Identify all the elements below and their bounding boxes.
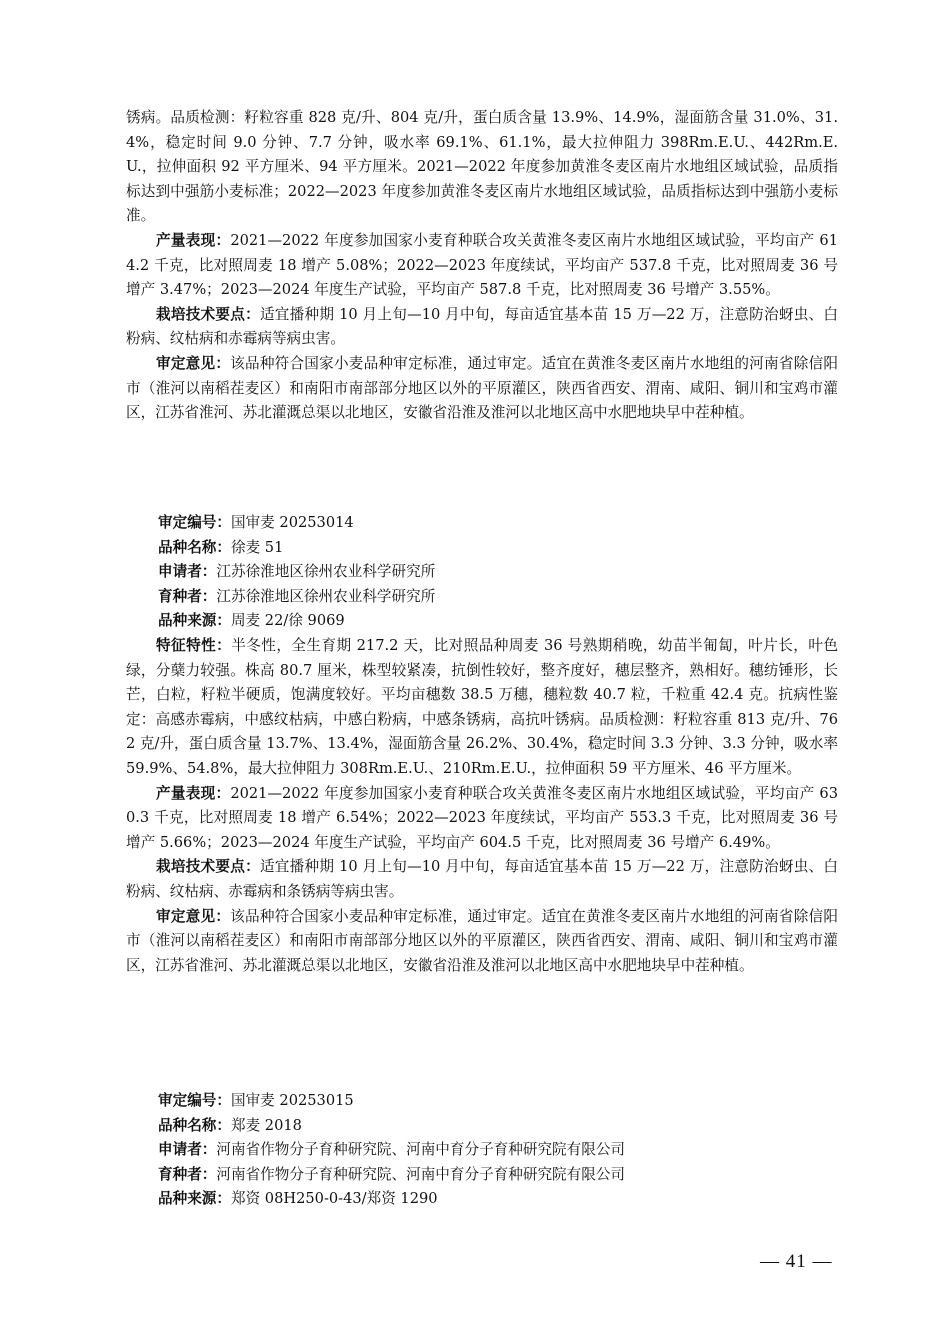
opinion-paragraph (126, 352, 838, 426)
quality-paragraph: 锈病。品质检测：籽粒容重 828 克/升、804 克/升，蛋白质含量 13.9%、14.9%，湿面筋含量 31.0%、31.4%，稳定时间 9.0 分钟、7.7 分钟，吸水率 69.1%、61.1%，最大拉伸阻力 398Rm.E.U.、442Rm.E.U.，拉伸面积 92 平方厘米、94 平方厘米。2021—2022 年度参加黄淮冬麦区南片水地组区域试验，品质指标达到中强筋小麦标准；2022—2023 年度参加黄淮冬麦区南片水地组区域试验，品质指标达到中强筋小麦标准。 (126, 109, 838, 225)
applicant: 江苏徐淮地区徐州农业科学研究所 (216, 563, 436, 581)
variety-name-line (126, 536, 838, 561)
variety-source: 郑资 08H250-0-43/郑资 1290 (230, 1190, 438, 1208)
yield-text: 2021—2022 年度参加国家小麦育种联合攻关黄淮冬麦区南片水地组区域试验，平均亩产 630.3 千克，比对照周麦 18 增产 6.54%；2022—2023 年度续试，平均亩产 553.3 千克，比对照周麦 36 号增产 5.66%；2023—2024 年度生产试验，平均亩产 604.5 千克，比对照周麦 36 号增产 6.49%。 (126, 784, 838, 851)
breeder: 江苏徐淮地区徐州农业科学研究所 (216, 587, 436, 605)
traits-text: 半冬性，全生育期 217.2 天，比对照品种周麦 36 号熟期稍晚，幼苗半匍匐，叶片长，叶色绿，分蘖力较强。株高 80.7 厘米，株型较紧凑，抗倒性较好，整齐度好，穗层整齐，熟相好。穗纺锤形，长芒，白粒，籽粒半硬质，饱满度较好。平均亩穗数 38.5 万穗，穗粒数 40.7 粒，千粒重 42.4 克。抗病性鉴定：高感赤霉病，中感纹枯病，中感白粉病，中感条锈病，高抗叶锈病。品质检测：籽粒容重 813 克/升、762 克/升，蛋白质含量 13.7%、13.4%，湿面筋含量 26.2%、30.4%，稳定时间 3.3 分钟、3.3 分钟，吸水率 59.9%、54.8%，最大拉伸阻力 308Rm.E.U.、210Rm.E.U.，拉伸面积 59 平方厘米、46 平方厘米。 (126, 636, 838, 777)
applicant-line (126, 1138, 838, 1163)
opinion-text: 该品种符合国家小麦品种审定标准，通过审定。适宜在黄淮冬麦区南片水地组的河南省除信阳市（淮河以南稻茬麦区）和南阳市南部部分地区以外的平原灌区，陕西省西安、渭南、咸阳、铜川和宝鸡市灌区，江苏省淮河、苏北灌溉总渠以北地区，安徽省沿淮及淮河以北地区高中水肥地块早中茬种植。 (126, 354, 838, 422)
traits-label: 特征特性： (156, 636, 232, 654)
cultivation-paragraph (126, 303, 838, 352)
yield-label: 产量表现： (156, 231, 231, 249)
page-number: — 41 — (760, 1251, 833, 1272)
breeder-line (126, 1163, 838, 1188)
breeder: 河南省作物分子育种研究院、河南中育分子育种研究院有限公司 (216, 1165, 626, 1183)
variety-source-line (126, 609, 838, 634)
approval-number-label: 审定编号： (158, 1092, 231, 1109)
previous-entry-continuation (126, 106, 838, 426)
variety-source: 周麦 22/徐 9069 (230, 612, 345, 630)
applicant-line (126, 560, 838, 585)
breeder-line (126, 585, 838, 610)
variety-name-label: 品种名称： (158, 538, 231, 556)
breeder-label: 育种者： (158, 1165, 217, 1183)
variety-source-line (126, 1187, 838, 1212)
variety-name-line (126, 1114, 838, 1139)
cultivation-label: 栽培技术要点： (156, 305, 260, 323)
variety-entry-20253014 (126, 511, 838, 978)
variety-name: 徐麦 51 (230, 538, 284, 556)
yield-paragraph (126, 229, 838, 303)
opinion-label: 审定意见： (156, 907, 231, 925)
approval-number: 国审麦 20253015 (230, 1092, 354, 1109)
applicant-label: 申请者： (158, 563, 217, 581)
breeder-label: 育种者： (158, 587, 217, 605)
approval-number-line (126, 1089, 838, 1114)
cultivation-paragraph (126, 855, 838, 904)
variety-source-label: 品种来源： (158, 612, 231, 630)
yield-label: 产量表现： (156, 784, 231, 802)
yield-paragraph (126, 782, 838, 856)
yield-text: 2021—2022 年度参加国家小麦育种联合攻关黄淮冬麦区南片水地组区域试验，平均亩产 614.2 千克，比对照周麦 18 增产 5.08%；2022—2023 年度续试，平均亩产 537.8 千克，比对照周麦 36 号增产 3.47%；2023—2024 年度生产试验，平均亩产 587.8 千克，比对照周麦 36 号增产 3.55%。 (126, 231, 838, 299)
applicant-label: 申请者： (158, 1141, 217, 1159)
opinion-label: 审定意见： (156, 354, 231, 372)
approval-number: 国审麦 20253014 (230, 514, 354, 531)
variety-name: 郑麦 2018 (230, 1116, 302, 1134)
cultivation-text: 适宜播种期 10 月上旬—10 月中旬，每亩适宜基本苗 15 万—22 万，注意防治蚜虫、白粉病、纹枯病、赤霉病和条锈病等病虫害。 (126, 858, 838, 900)
applicant: 河南省作物分子育种研究院、河南中育分子育种研究院有限公司 (216, 1141, 626, 1159)
variety-name-label: 品种名称： (158, 1116, 231, 1134)
cultivation-label: 栽培技术要点： (156, 858, 260, 876)
cultivation-text: 适宜播种期 10 月上旬—10 月中旬，每亩适宜基本苗 15 万—22 万，注意防治蚜虫、白粉病、纹枯病和赤霉病等病虫害。 (126, 305, 838, 348)
opinion-text: 该品种符合国家小麦品种审定标准，通过审定。适宜在黄淮冬麦区南片水地组的河南省除信阳市（淮河以南稻茬麦区）和南阳市南部部分地区以外的平原灌区，陕西省西安、渭南、咸阳、铜川和宝鸡市灌区，江苏省淮河、苏北灌溉总渠以北地区，安徽省沿淮及淮河以北地区高中水肥地块早中茬种植。 (126, 907, 838, 974)
variety-entry-20253015 (126, 1089, 838, 1212)
traits-paragraph (126, 634, 838, 782)
approval-number-label: 审定编号： (158, 514, 231, 531)
approval-number-line (126, 511, 838, 536)
variety-source-label: 品种来源： (158, 1190, 231, 1208)
opinion-paragraph (126, 905, 838, 979)
